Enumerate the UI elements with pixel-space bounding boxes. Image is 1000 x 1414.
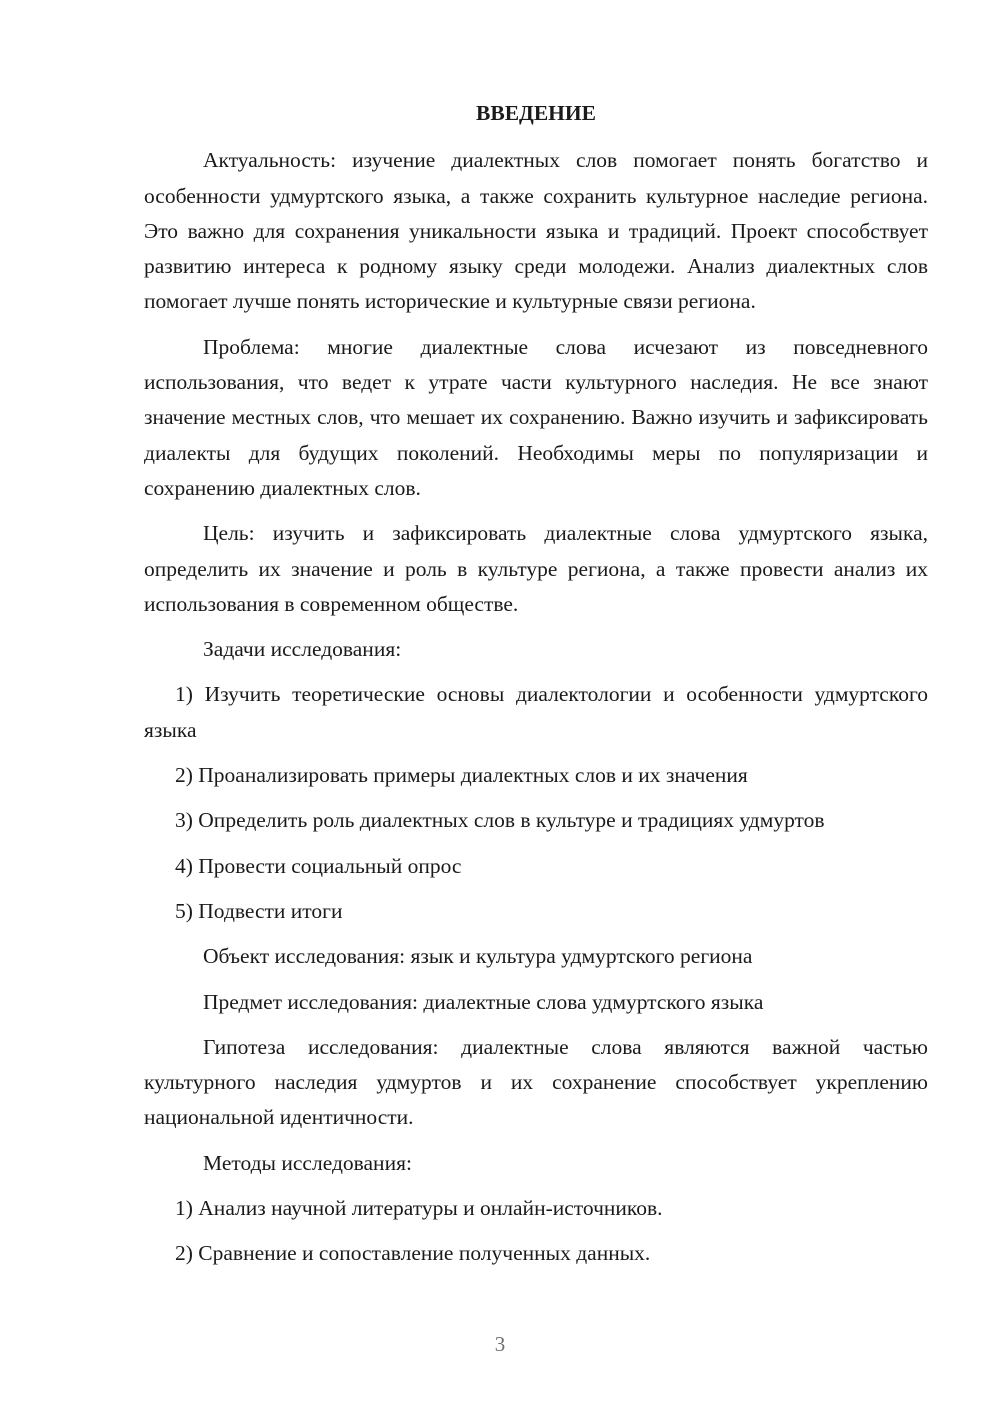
methods-heading: Методы исследования: xyxy=(203,1150,412,1175)
task-item-4: 4) Провести социальный опрос xyxy=(175,853,462,878)
task-item-2: 2) Проанализировать примеры диалектных слов и их значения xyxy=(175,763,748,788)
research-hypothesis: Гипотеза исследования: диалектные слова являются важной частью культурного наследия удмуртов и их сохранение способствует укреплению национальной идентичности. xyxy=(144,1034,928,1130)
tasks-heading: Задачи исследования: xyxy=(203,637,402,662)
page-content xyxy=(144,96,928,1282)
research-object: Объект исследования: язык и культура удмуртского региона xyxy=(203,944,753,969)
problem-paragraph: Проблема: многие диалектные слова исчезают из повседневного использования, что ведет к утрате части культурного наследия. Не все знают значение местных слов, что мешает их сохранению. Важно изучить и зафиксировать диалекты для будущих поколений. Необходимы меры по популяризации и сохранению диалектных слов. xyxy=(144,334,928,500)
task-item-1: 1) Изучить теоретические основы диалектологии и особенности удмуртского языка xyxy=(144,682,928,742)
relevance-paragraph: Актуальность: изучение диалектных слов помогает понять богатство и особенности удмуртского языка, а также сохранить культурное наследие региона. Это важно для сохранения уникальности языка и традиций. Проект способствует развитию интереса к родному языку среди молодежи. Анализ диалектных слов помогает лучше понять исторические и культурные связи региона. xyxy=(144,148,928,314)
method-item-1: 1) Анализ научной литературы и онлайн-источников. xyxy=(175,1196,663,1221)
research-subject: Предмет исследования: диалектные слова удмуртского языка xyxy=(203,989,764,1014)
page-number: 3 xyxy=(494,1332,506,1356)
method-item-2: 2) Сравнение и сопоставление полученных данных. xyxy=(175,1241,651,1266)
task-item-5: 5) Подвести итоги xyxy=(175,898,343,923)
task-item-3: 3) Определить роль диалектных слов в культуре и традициях удмуртов xyxy=(175,808,825,833)
goal-paragraph: Цель: изучить и зафиксировать диалектные слова удмуртского языка, определить их значение и роль в культуре региона, а также провести анализ их использования в современном обществе. xyxy=(144,521,928,616)
page-title: ВВЕДЕНИЕ xyxy=(476,101,596,125)
